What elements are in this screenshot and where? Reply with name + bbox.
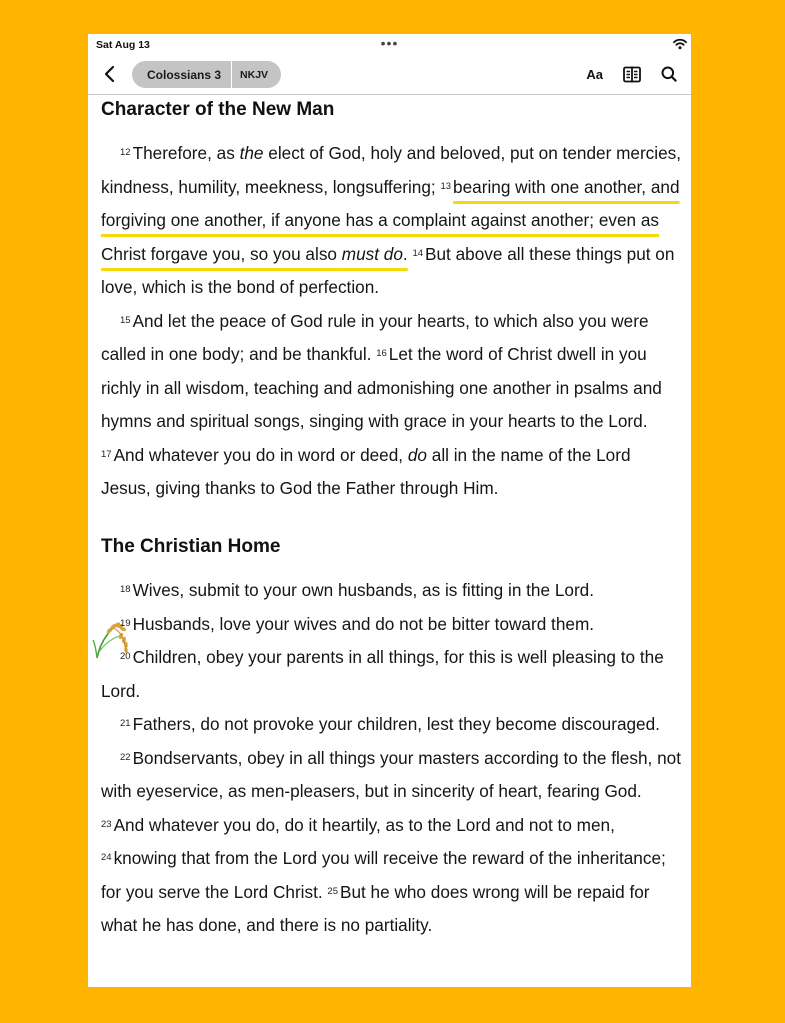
- verse-text: the: [239, 143, 264, 163]
- font-settings-button[interactable]: Aa: [586, 66, 603, 82]
- verse-number: 16: [376, 348, 387, 359]
- wifi-icon: [673, 38, 687, 50]
- verse-text: Wives, submit to your own husbands, as is fitting in the Lord.: [132, 580, 594, 600]
- paragraph: [101, 608, 681, 642]
- verse-text: And let the peace of God rule in your hearts, to which also you were called in one body; and be thankful.: [101, 310, 649, 364]
- verse-number: 18: [120, 584, 131, 595]
- parallel-book-icon[interactable]: [623, 66, 641, 83]
- verse-number: 23: [101, 818, 112, 830]
- chevron-left-icon[interactable]: [102, 63, 118, 85]
- paragraph: [101, 641, 681, 708]
- status-bar: [88, 34, 691, 56]
- paragraph: [101, 574, 681, 608]
- verse-text: all in the name of the Lord Jesus, giving thanks to God the Father through Him.: [101, 444, 631, 498]
- verse-number: 12: [120, 147, 131, 158]
- paragraph: [101, 305, 681, 506]
- verse-text: And whatever you do in word or deed,: [113, 444, 408, 465]
- highlighted-text: must do: [341, 243, 403, 264]
- section-verses: [101, 574, 681, 943]
- verse-text: do: [407, 444, 427, 465]
- verse-text: But he who does wrong will be repaid for what he has done, and there is no partiality.: [101, 881, 650, 935]
- verse-text: Fathers, do not provoke your children, lest they become discouraged.: [132, 714, 660, 734]
- multitask-dots-icon[interactable]: •••: [380, 35, 399, 51]
- verse-22[interactable]: [101, 748, 681, 802]
- nav-bar: [88, 56, 691, 95]
- verse-number: 19: [120, 617, 131, 629]
- status-date: Sat Aug 13: [96, 39, 150, 51]
- verse-23[interactable]: [101, 815, 615, 835]
- verse-19[interactable]: [120, 614, 594, 634]
- verse-17[interactable]: [101, 445, 631, 499]
- paragraph: [101, 137, 681, 305]
- verse-number: 14: [412, 247, 424, 259]
- verse-number: 17: [101, 448, 112, 460]
- verse-number: 13: [440, 180, 452, 192]
- section-heading: The Christian Home: [101, 536, 281, 557]
- verse-number: 15: [120, 314, 131, 326]
- verse-21[interactable]: [120, 714, 660, 734]
- verse-text: Husbands, love your wives and do not be bitter toward them.: [132, 613, 595, 634]
- section-heading: Character of the New Man: [101, 99, 335, 120]
- verse-number: 25: [327, 885, 338, 897]
- verse-text: Bondservants, obey in all things your masters according to the flesh, not with eyeservice, as men-pleasers, but in sincerity of heart, fearing God.: [101, 747, 681, 801]
- section-verses: [101, 137, 681, 506]
- paragraph: [101, 742, 681, 943]
- verse-number: 24: [101, 852, 112, 863]
- verse-number: 21: [120, 718, 131, 729]
- verse-number: 22: [120, 751, 131, 763]
- nav-actions: [586, 63, 677, 85]
- verse-text: knowing that from the Lord you will receive the reward of the inheritance; for you serve the Lord Christ.: [101, 848, 666, 902]
- book-chapter-button[interactable]: Colossians 3: [132, 61, 232, 88]
- bible-reader-page: [88, 34, 691, 987]
- verse-text: But above all these things put on love, which is the bond of perfection.: [101, 243, 675, 297]
- book-version-selector: [132, 61, 281, 88]
- verse-number: 20: [120, 651, 131, 662]
- highlighted-text: bearing with one another, and forgiving one another, if anyone has a complaint against another; even as Christ forgave you, so you also: [101, 176, 680, 264]
- version-button[interactable]: NKJV: [240, 68, 269, 81]
- verse-text: Children, obey your parents in all things, for this is well pleasing to the Lord.: [101, 647, 664, 701]
- verse-18[interactable]: [120, 580, 594, 600]
- verse-text: Therefore, as: [132, 143, 240, 163]
- verse-text: elect of God, holy and beloved, put on tender mercies, kindness, humility, meekness, longsuffering;: [101, 143, 682, 197]
- verse-text: And whatever you do, do it heartily, as to the Lord and not to men,: [113, 814, 615, 835]
- search-icon[interactable]: [661, 66, 677, 82]
- verse-text: Let the word of Christ dwell in you richly in all wisdom, teaching and admonishing one another in psalms and hymns and spiritual songs, singing with grace in your hearts to the Lord.: [101, 344, 662, 431]
- highlighted-text: .: [402, 243, 408, 264]
- paragraph: [101, 708, 681, 742]
- verse-20[interactable]: [101, 647, 664, 701]
